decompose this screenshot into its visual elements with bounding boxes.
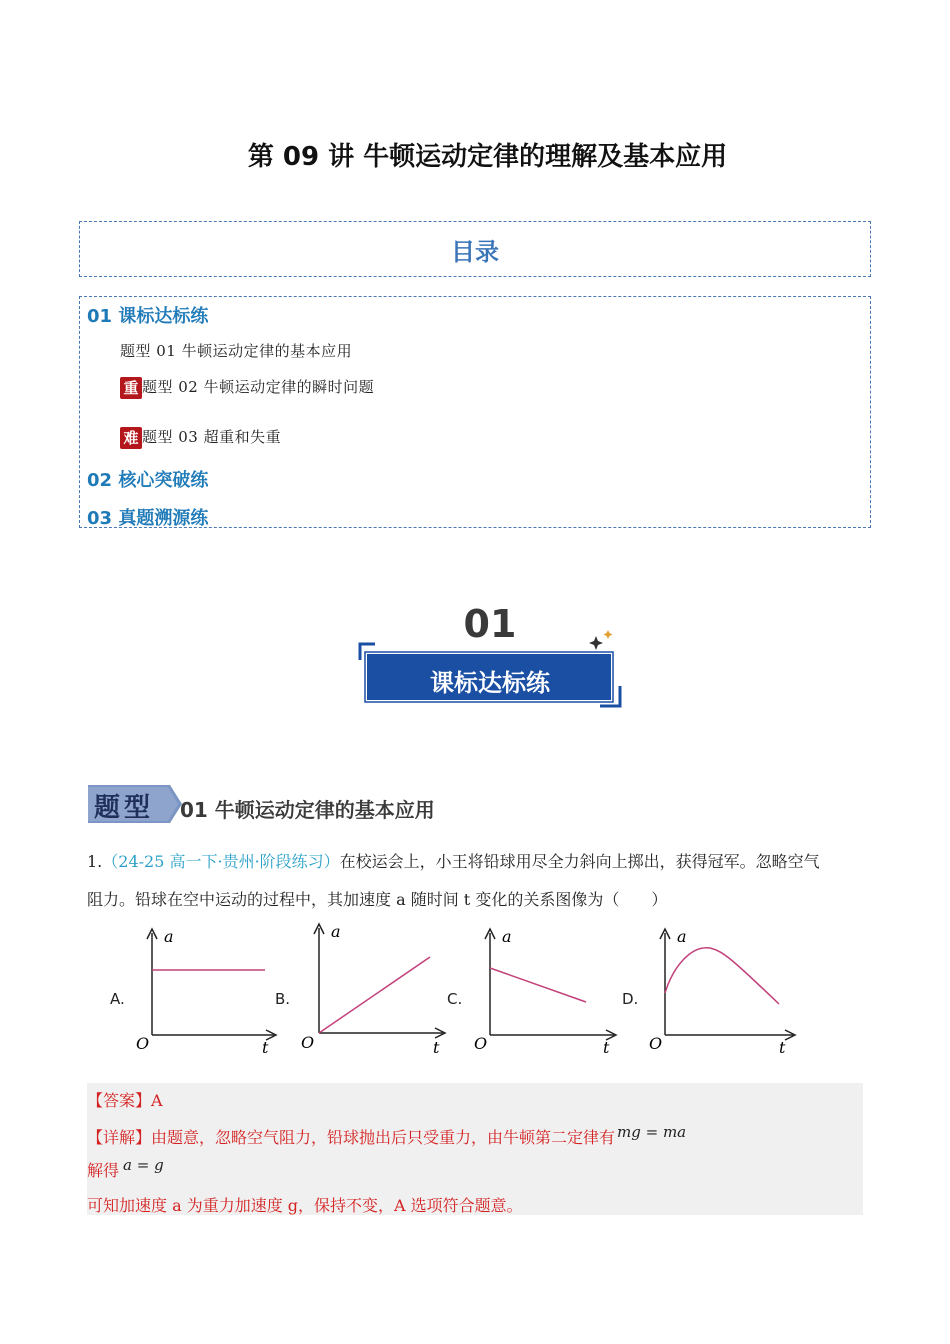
graph-b[interactable] xyxy=(297,920,447,1055)
toc-header xyxy=(79,221,871,277)
banner-label: 课标达标练 xyxy=(430,669,550,697)
graph-a-y-label: a xyxy=(164,927,174,946)
badge-title: 01 牛顿运动定律的基本应用 xyxy=(180,798,435,822)
question-source[interactable]: （24-25 高一下·贵州·阶段练习） xyxy=(102,852,340,871)
toc-heading: 目录 xyxy=(451,237,499,266)
question-number: 1. xyxy=(87,852,103,871)
answer-label: 【答案】A xyxy=(87,1091,163,1110)
question-line-2: 阻力。铅球在空中运动的过程中，其加速度 a 随时间 t 变化的关系图像为（ ） xyxy=(87,890,668,909)
badge-icon-text: 题型 xyxy=(94,793,155,823)
equation-1: mg = ma xyxy=(617,1123,687,1141)
graph-a-origin: O xyxy=(136,1034,150,1053)
graph-d[interactable] xyxy=(643,925,798,1055)
toc-section-1[interactable]: 01 课标达标练 xyxy=(87,306,209,327)
solve-label: 解得 xyxy=(87,1161,120,1180)
toc-item-3-label: 题型 03 超重和失重 xyxy=(142,428,282,446)
toc-item-2-label: 题型 02 牛顿运动定律的瞬时问题 xyxy=(142,378,375,396)
option-c-label[interactable]: C. xyxy=(447,990,463,1008)
graph-c-x-label: t xyxy=(603,1038,610,1055)
conclusion: 可知加速度 a 为重力加速度 g，保持不变，A 选项符合题意。 xyxy=(87,1196,523,1215)
page-title: 第 09 讲 牛顿运动定律的理解及基本应用 xyxy=(247,142,728,172)
toc-section-3[interactable]: 03 真题溯源练 xyxy=(87,508,209,529)
toc-box xyxy=(79,296,871,528)
question-line-1 xyxy=(87,845,820,879)
graph-c-origin: O xyxy=(474,1034,488,1053)
option-b-label[interactable]: B. xyxy=(275,990,291,1008)
answer-box xyxy=(87,1083,863,1215)
question-text-1: 在校运会上，小王将铅球用尽全力斜向上掷出，获得冠军。忽略空气 xyxy=(339,852,820,871)
option-a-label[interactable]: A. xyxy=(110,990,125,1008)
important-tag: 重 xyxy=(120,377,142,399)
difficult-tag: 难 xyxy=(120,427,142,449)
option-d-label[interactable]: D. xyxy=(622,990,639,1008)
graph-b-origin: O xyxy=(301,1033,315,1052)
graph-a-x-label: t xyxy=(262,1038,269,1055)
graph-d-origin: O xyxy=(649,1034,663,1053)
graph-a[interactable] xyxy=(130,925,280,1055)
detail-text: 由题意，忽略空气阻力，铅球抛出后只受重力，由牛顿第二定律有 xyxy=(151,1128,616,1147)
graph-d-x-label: t xyxy=(779,1038,786,1055)
question-type-badge xyxy=(88,783,435,829)
graph-c[interactable] xyxy=(468,925,618,1055)
graph-b-y-label: a xyxy=(331,922,341,941)
banner-number: 01 xyxy=(463,602,517,646)
solve-line xyxy=(87,1158,164,1181)
graph-b-line xyxy=(319,957,430,1033)
toc-item-3[interactable] xyxy=(120,426,281,449)
toc-item-2[interactable] xyxy=(120,376,374,399)
detail-label: 【详解】 xyxy=(87,1128,152,1147)
toc-section-2[interactable]: 02 核心突破练 xyxy=(87,470,209,491)
graph-d-y-label: a xyxy=(677,927,687,946)
graph-c-y-label: a xyxy=(502,927,512,946)
toc-item-1[interactable]: 题型 01 牛顿运动定律的基本应用 xyxy=(120,342,353,360)
graph-b-x-label: t xyxy=(433,1038,440,1055)
section-banner xyxy=(355,600,625,715)
equation-2: a = g xyxy=(123,1156,164,1174)
detail-line xyxy=(87,1125,686,1148)
graph-d-curve xyxy=(665,948,779,1004)
graph-c-line xyxy=(490,968,586,1002)
